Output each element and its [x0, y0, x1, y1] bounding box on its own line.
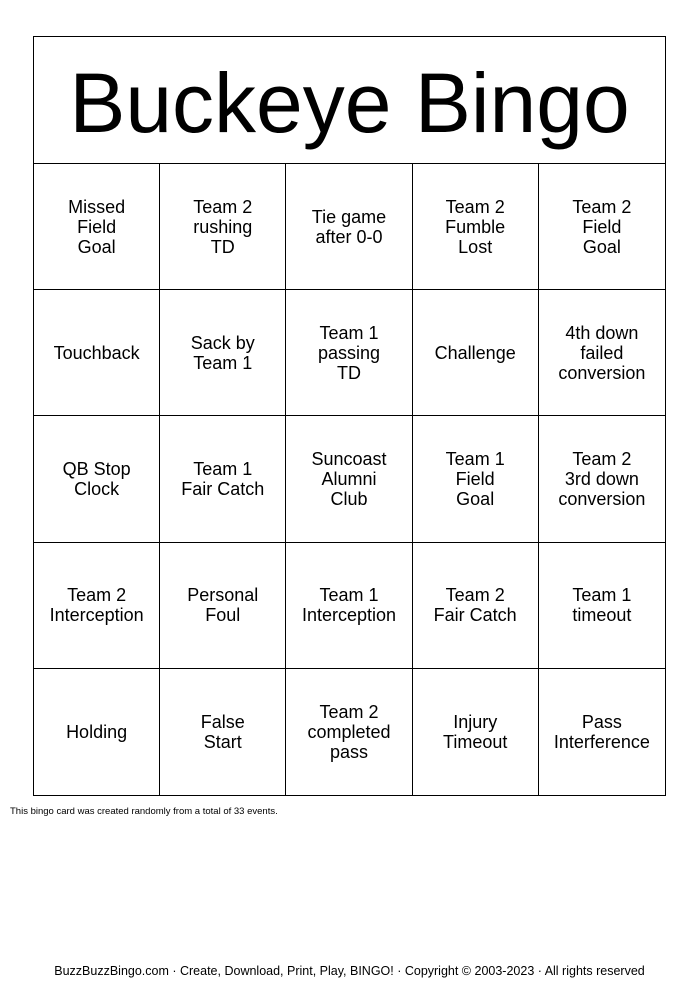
- card-title: Buckeye Bingo: [69, 56, 630, 150]
- bingo-cell: [539, 543, 665, 669]
- cell-label: Team 2 Fumble Lost: [445, 196, 506, 257]
- cell-label: Team 2 rushing TD: [193, 196, 253, 257]
- bingo-cell: [413, 416, 539, 542]
- cell-label: Holding: [66, 721, 128, 742]
- bingo-cell: [286, 669, 412, 795]
- cell-label: Tie game after 0-0: [311, 206, 387, 247]
- cell-label: Missed Field Goal: [68, 196, 126, 257]
- cell-label: Team 1 Interception: [301, 585, 397, 626]
- bingo-cell: [34, 543, 160, 669]
- title-cell: [34, 37, 665, 164]
- bingo-grid: [34, 164, 665, 795]
- cell-label: Personal Foul: [187, 585, 259, 626]
- cell-label: False Start: [200, 711, 245, 752]
- cell-label: Team 1 Fair Catch: [181, 458, 265, 499]
- footer-text: BuzzBuzzBingo.com · Create, Download, Print, Play, BINGO! · Copyright © 2003-2023 · All rights reserved: [54, 964, 645, 978]
- bingo-cell: [34, 290, 160, 416]
- cell-label: Sack by Team 1: [190, 332, 255, 373]
- bingo-cell: [160, 290, 286, 416]
- bingo-cell: [286, 164, 412, 290]
- bingo-cell: [413, 669, 539, 795]
- cell-label: 4th down failed conversion: [558, 322, 646, 383]
- cell-label: Suncoast Alumni Club: [311, 448, 387, 509]
- bingo-cell: [286, 543, 412, 669]
- bingo-cell: [34, 669, 160, 795]
- bingo-cell: [539, 669, 665, 795]
- bingo-cell: [160, 669, 286, 795]
- bingo-cell: [160, 543, 286, 669]
- cell-label: Touchback: [53, 342, 140, 363]
- bingo-cell: [34, 164, 160, 290]
- cell-label: Team 1 Field Goal: [445, 448, 505, 509]
- cell-label: Team 2 3rd down conversion: [558, 448, 646, 509]
- bingo-cell: [413, 290, 539, 416]
- bingo-card: [33, 36, 666, 796]
- cell-label: Team 2 Interception: [49, 585, 144, 626]
- bingo-cell: [413, 164, 539, 290]
- bingo-cell: [34, 416, 160, 542]
- cell-label: Injury Timeout: [443, 711, 508, 752]
- bingo-cell: [286, 416, 412, 542]
- bingo-cell: [539, 164, 665, 290]
- bingo-cell: [160, 416, 286, 542]
- bingo-cell: [413, 543, 539, 669]
- cell-label: Team 1 passing TD: [317, 322, 381, 383]
- cell-label: Team 2 completed pass: [307, 701, 391, 762]
- bingo-cell: [539, 416, 665, 542]
- bingo-cell: [286, 290, 412, 416]
- cell-label: Challenge: [434, 342, 516, 363]
- bingo-cell: [539, 290, 665, 416]
- cell-label: Pass Interference: [553, 711, 650, 752]
- cell-label: QB Stop Clock: [62, 458, 131, 499]
- cell-label: Team 2 Fair Catch: [433, 585, 517, 626]
- bingo-cell: [160, 164, 286, 290]
- cell-label: Team 1 timeout: [572, 585, 632, 626]
- cell-label: Team 2 Field Goal: [572, 196, 632, 257]
- creation-note: This bingo card was created randomly from a total of 33 events.: [10, 806, 278, 817]
